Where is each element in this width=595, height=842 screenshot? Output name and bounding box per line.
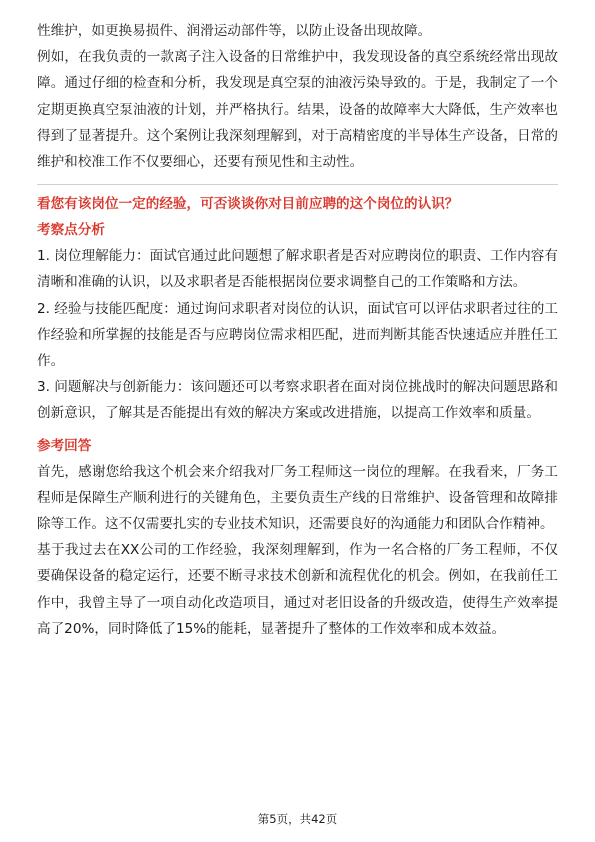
answer-heading: 参考回答: [37, 437, 92, 454]
analysis-item: 1. 岗位理解能力：面试官通过此问题想了解求职者是否对应聘岗位的职责、工作内容有清晰和准确的认识，以及求职者是否能根据岗位要求调整自己的工作策略和方法。: [37, 248, 558, 291]
page-content: [37, 18, 558, 642]
question-title: 看您有该岗位一定的经验，可否谈谈你对目前应聘的这个岗位的认识？: [37, 196, 459, 213]
intro-paragraph: 性维护，如更换易损件、润滑运动部件等，以防止设备出现故障。: [37, 23, 432, 39]
section-divider: [37, 184, 558, 185]
analysis-item: 3. 问题解决与创新能力：该问题还可以考察求职者在面对岗位挑战时的解决问题思路和创新意识，了解其是否能提出有效的解决方案或改进措施，以提高工作效率和质量。: [37, 379, 558, 422]
answer-paragraph: 首先，感谢您给我这个机会来介绍我对厂务工程师这一岗位的理解。在我看来，厂务工程师是保障生产顺利进行的关键角色，主要负责生产线的日常维护、设备管理和故障排除等工作。这不仅需要扎实的专业技术知识，还需要良好的沟通能力和团队合作精神。: [37, 463, 558, 533]
intro-paragraph: 例如，在我负责的一款离子注入设备的日常维护中，我发现设备的真空系统经常出现故障。通过仔细的检查和分析，我发现是真空泵的油液污染导致的。于是，我制定了一个定期更换真空泵油液的计划，并严格执行。结果，设备的故障率大大降低，生产效率也得到了显著提升。这个案例让我深刻理解到，对于高精密度的半导体生产设备，日常的维护和校准工作不仅要细心，还要有预见性和主动性。: [37, 49, 558, 171]
answer-paragraph: 基于我过去在XX公司的工作经验，我深刻理解到，作为一名合格的厂务工程师，不仅要确保设备的稳定运行，还要不断寻求技术创新和流程优化的机会。例如，在我前任工作中，我曾主导了一项自动化改造项目，通过对老旧设备的升级改造，使得生产效率提高了20%，同时降低了15%的能耗，显著提升了整体的工作效率和成本效益。: [37, 542, 558, 637]
analysis-heading: 考察点分析: [37, 222, 105, 239]
analysis-item: 2. 经验与技能匹配度：通过询问求职者对岗位的认识，面试官可以评估求职者过往的工作经验和所掌握的技能是否与应聘岗位需求相匹配，进而判断其能否快速适应并胜任工作。: [37, 300, 558, 370]
page-number: 第5页，共42页: [257, 812, 338, 826]
